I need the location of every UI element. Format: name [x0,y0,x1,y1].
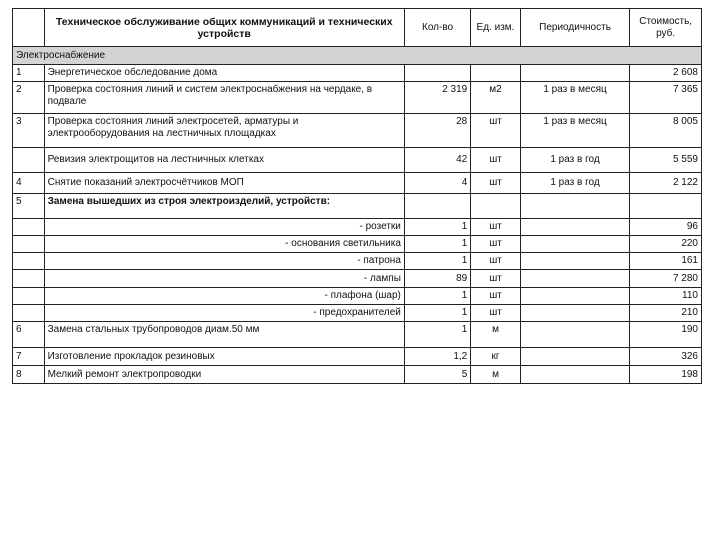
table-row [13,236,702,253]
table-row [13,219,702,236]
row-unit: шт [471,288,521,305]
row-quantity [404,65,470,82]
row-unit: шт [471,305,521,322]
row-quantity: 28 [404,114,470,148]
row-unit: шт [471,219,521,236]
row-description: Проверка состояния линий и систем электроснабжения на чердаке, в подвале [44,82,404,114]
row-cost: 198 [630,366,702,384]
row-description: Снятие показаний электросчётчиков МОП [44,173,404,194]
row-number: 5 [13,194,45,219]
row-periodicity [520,194,630,219]
row-quantity: 1 [404,236,470,253]
row-unit: м2 [471,82,521,114]
row-periodicity: 1 раз в год [520,148,630,173]
table-row [13,82,702,114]
header-row [13,9,702,47]
row-periodicity [520,65,630,82]
row-number: 8 [13,366,45,384]
row-number: 6 [13,322,45,348]
table-row [13,348,702,366]
row-cost: 2 608 [630,65,702,82]
row-number: 7 [13,348,45,366]
row-cost: 190 [630,322,702,348]
services-table [12,8,702,384]
row-cost: 7 280 [630,270,702,288]
row-description: Проверка состояния линий электросетей, арматуры и электрооборудования на лестничных площадках [44,114,404,148]
header-title: Техническое обслуживание общих коммуникаций и технических устройств [44,9,404,47]
row-unit: шт [471,114,521,148]
row-quantity: 1,2 [404,348,470,366]
row-description: - розетки [44,219,404,236]
row-cost: 2 122 [630,173,702,194]
row-quantity: 1 [404,253,470,270]
row-quantity: 5 [404,366,470,384]
table-row [13,148,702,173]
row-unit: м [471,322,521,348]
row-periodicity: 1 раз в месяц [520,82,630,114]
section-row [13,47,702,65]
row-description: Ревизия электрощитов на лестничных клетках [44,148,404,173]
row-periodicity [520,253,630,270]
row-number [13,236,45,253]
row-number [13,148,45,173]
table-row [13,173,702,194]
row-number [13,288,45,305]
table-row [13,253,702,270]
row-periodicity [520,348,630,366]
row-periodicity [520,270,630,288]
row-quantity: 2 319 [404,82,470,114]
row-unit [471,194,521,219]
row-cost: 8 005 [630,114,702,148]
row-quantity: 1 [404,288,470,305]
row-periodicity [520,305,630,322]
row-cost: 220 [630,236,702,253]
row-description: - лампы [44,270,404,288]
header-unit: Ед. изм. [471,9,521,47]
row-unit: шт [471,253,521,270]
row-description: - плафона (шар) [44,288,404,305]
table-row [13,322,702,348]
row-number: 2 [13,82,45,114]
row-periodicity [520,288,630,305]
row-cost: 96 [630,219,702,236]
row-number: 3 [13,114,45,148]
row-quantity [404,194,470,219]
row-unit: шт [471,148,521,173]
section-title: Электроснабжение [13,47,702,65]
table-row [13,270,702,288]
row-cost: 5 559 [630,148,702,173]
table-row [13,65,702,82]
row-periodicity: 1 раз в месяц [520,114,630,148]
row-number [13,305,45,322]
row-description: Замена вышедших из строя электроизделий, устройств: [44,194,404,219]
table-row [13,366,702,384]
header-period: Периодичность [520,9,630,47]
row-quantity: 1 [404,322,470,348]
row-unit: шт [471,173,521,194]
row-number: 4 [13,173,45,194]
row-unit: шт [471,270,521,288]
header-qty: Кол-во [404,9,470,47]
table-row [13,114,702,148]
row-number [13,253,45,270]
row-quantity: 42 [404,148,470,173]
row-quantity: 1 [404,305,470,322]
row-cost: 161 [630,253,702,270]
row-cost: 110 [630,288,702,305]
row-quantity: 4 [404,173,470,194]
row-description: Энергетическое обследование дома [44,65,404,82]
row-number [13,219,45,236]
row-description: Изготовление прокладок резиновых [44,348,404,366]
row-quantity: 89 [404,270,470,288]
row-description: Замена стальных трубопроводов диам.50 мм [44,322,404,348]
row-periodicity [520,322,630,348]
table-row [13,194,702,219]
row-unit: шт [471,236,521,253]
row-cost: 210 [630,305,702,322]
row-periodicity [520,219,630,236]
header-cost: Стоимость, руб. [630,9,702,47]
row-unit [471,65,521,82]
row-periodicity [520,366,630,384]
row-description: - предохранителей [44,305,404,322]
row-description: - патрона [44,253,404,270]
row-number: 1 [13,65,45,82]
row-cost: 7 365 [630,82,702,114]
table-row [13,305,702,322]
row-unit: м [471,366,521,384]
row-description: Мелкий ремонт электропроводки [44,366,404,384]
header-num [13,9,45,47]
row-description: - основания светильника [44,236,404,253]
row-periodicity: 1 раз в год [520,173,630,194]
table-row [13,288,702,305]
row-unit: кг [471,348,521,366]
row-number [13,270,45,288]
row-periodicity [520,236,630,253]
row-cost: 326 [630,348,702,366]
row-quantity: 1 [404,219,470,236]
row-cost [630,194,702,219]
